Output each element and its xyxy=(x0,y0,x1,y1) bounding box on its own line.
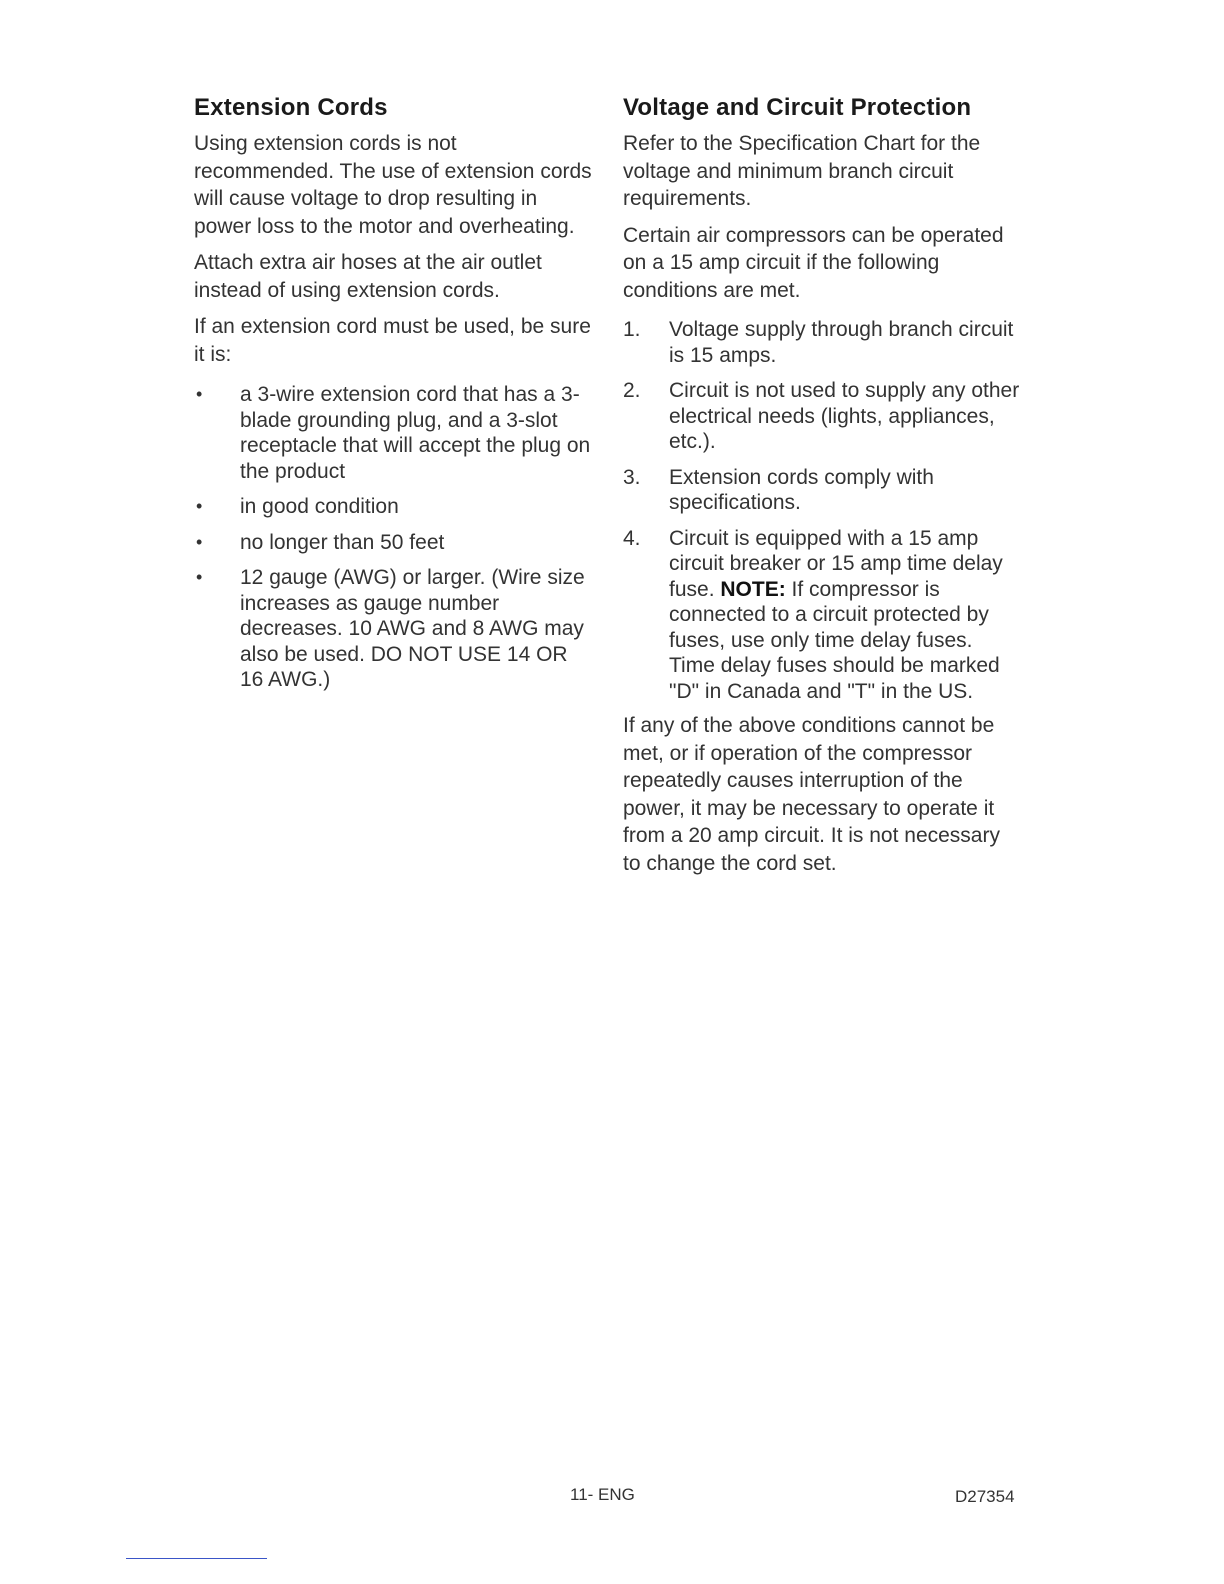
list-item xyxy=(194,382,594,484)
extension-cords-section xyxy=(194,94,594,703)
step-number: 1. xyxy=(623,318,641,341)
extension-cords-paragraph-2: Attach extra air hoses at the air outlet instead of using extension cords. xyxy=(194,251,542,302)
list-item xyxy=(623,465,1023,516)
list-item-text: in good condition xyxy=(240,495,399,518)
extension-cords-heading: Extension Cords xyxy=(194,94,388,121)
document-code: D27354 xyxy=(955,1487,1015,1506)
voltage-paragraph-2: Certain air compressors can be operated on a 15 amp circuit if the following conditions are met. xyxy=(623,223,1004,302)
closing-paragraph: If any of the above conditions cannot be met, or if operation of the compressor repeatedly causes interruption of the power, it may be necessary to operate it from a 20 amp circuit. It is not necessary to change the cord set. xyxy=(623,714,1000,875)
extension-cords-paragraph-3: If an extension cord must be used, be sure it is: xyxy=(194,315,591,366)
step-number: 4. xyxy=(623,526,641,550)
voltage-paragraph-1: Refer to the Specification Chart for the voltage and minimum branch circuit requirements. xyxy=(623,132,981,210)
step-text: Circuit is equipped with a 15 amp circuit breaker or 15 amp time delay fuse. xyxy=(669,526,1003,601)
list-item-text: a 3-wire extension cord that has a 3-blade grounding plug, and a 3-slot receptacle that will accept the plug on the product xyxy=(240,383,591,483)
step-text: Voltage supply through branch circuit is 15 amps. xyxy=(669,318,1014,367)
step-number: 2. xyxy=(623,379,641,402)
circuit-conditions-list xyxy=(623,317,1023,704)
list-item xyxy=(623,378,1023,455)
list-item xyxy=(194,530,594,556)
bullet-icon: • xyxy=(196,496,203,516)
page-number: 11- ENG xyxy=(570,1485,635,1504)
extension-cord-requirements-list xyxy=(194,382,594,693)
note-text: If compressor is connected to a circuit protected by fuses, use only time delay fuses. Time delay fuses should be marked "D" in Canada and "T" in the US. xyxy=(669,577,1000,703)
list-item xyxy=(194,494,594,520)
voltage-circuit-heading: Voltage and Circuit Protection xyxy=(623,94,972,121)
list-item xyxy=(194,565,594,693)
list-item xyxy=(623,526,1023,705)
note-label: NOTE: xyxy=(720,577,786,601)
bullet-icon: • xyxy=(196,384,203,404)
step-text: Circuit is not used to supply any other electrical needs (lights, appliances, etc.). xyxy=(669,379,1020,453)
list-item-text: 12 gauge (AWG) or larger. (Wire size increases as gauge number decreases. 10 AWG and 8 AWG may also be used. DO NOT USE 14 OR 16 AWG.) xyxy=(240,566,585,691)
list-item xyxy=(623,317,1023,368)
bullet-icon: • xyxy=(196,531,203,552)
step-number: 3. xyxy=(623,465,641,489)
bullet-icon: • xyxy=(196,567,203,587)
extension-cords-paragraph-1: Using extension cords is not recommended. The use of extension cords will cause voltage to drop resulting in power loss to the motor and overheating. xyxy=(194,132,592,238)
voltage-circuit-section xyxy=(623,94,1023,886)
bottom-divider xyxy=(126,1558,267,1559)
step-text: Extension cords comply with specifications. xyxy=(669,465,934,514)
list-item-text: no longer than 50 feet xyxy=(240,530,445,554)
